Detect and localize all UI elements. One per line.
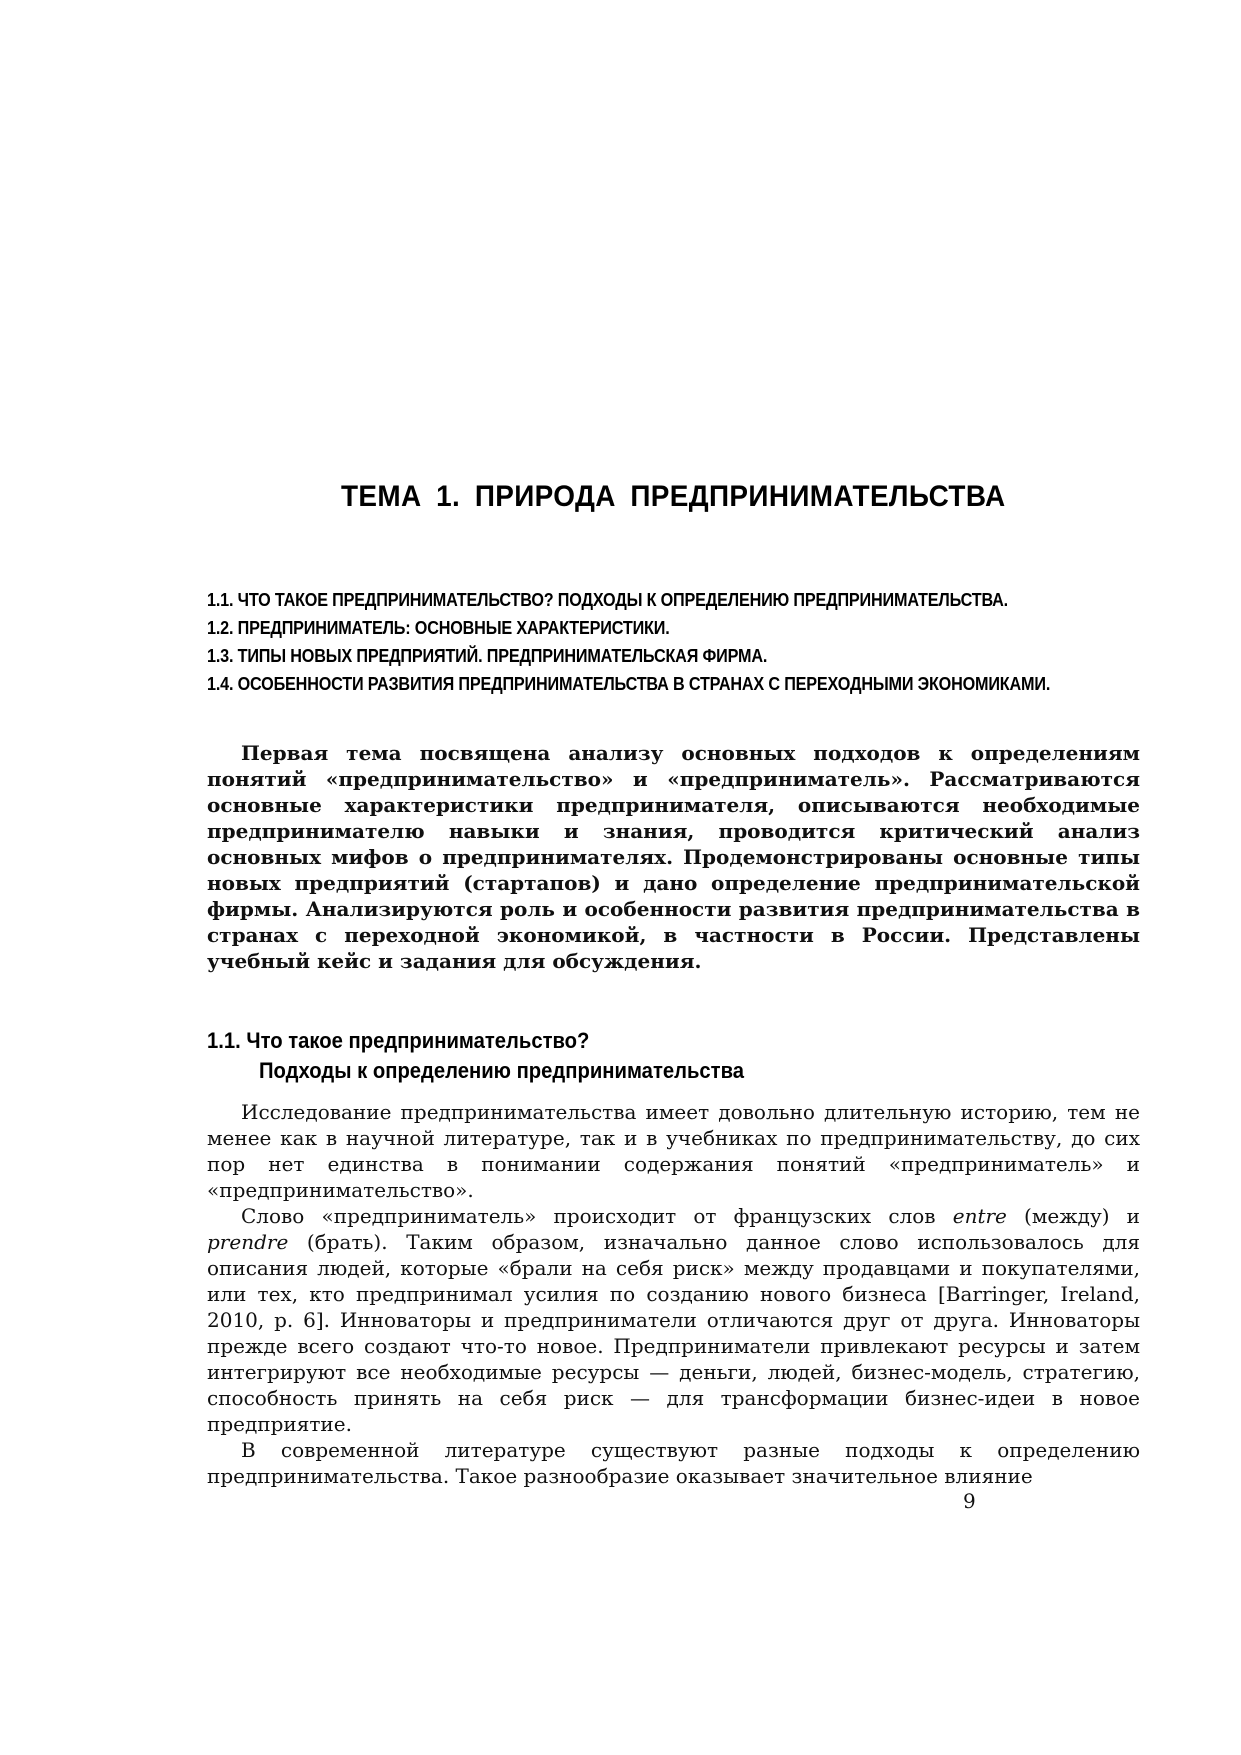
body-paragraph-2-part: (между) и bbox=[1006, 1204, 1141, 1228]
body-paragraph-2-part: (брать). Таким образом, изначально данное слово использовалось для описания людей, которые «брали на себя риск» между продавцами и покупателями, или тех, кто предпринимал усилия по созданию нового бизнеса [Barringer, Ireland, 2010, p. 6]. Инноваторы и предприниматели отличаются друг от друга. Инноваторы прежде всего создают что-то новое. Предприниматели привлекают ресурсы и затем интегрируют все необходимые ресурсы — деньги, людей, бизнес-модель, стратегию, способность принять на себя риск — для трансформации бизнес-идеи в новое предприятие. bbox=[207, 1230, 1140, 1436]
outline-item-1-4-label: 1.4. ОСОБЕННОСТИ РАЗВИТИЯ ПРЕДПРИНИМАТЕЛЬСТВА В СТРАНАХ С ПЕРЕХОДНЫМИ ЭКОНОМИКАМИ. bbox=[207, 674, 1051, 694]
section-heading-line-2 bbox=[207, 1056, 1140, 1086]
outline-item-1-4 bbox=[207, 670, 1140, 698]
body-paragraph-3: В современной литературе существуют разные подходы к определению предпринимательства. Такое разнообразие оказывает значительное влияние bbox=[207, 1438, 1140, 1488]
body-paragraph-2-italic-entre: entre bbox=[952, 1204, 1007, 1228]
section-heading-line-1 bbox=[207, 1026, 1140, 1056]
outline-item-1-2-label: 1.2. ПРЕДПРИНИМАТЕЛЬ: ОСНОВНЫЕ ХАРАКТЕРИСТИКИ. bbox=[207, 618, 670, 638]
chapter-title bbox=[207, 0, 1140, 512]
outline-item-1-3-label: 1.3. ТИПЫ НОВЫХ ПРЕДПРИЯТИЙ. ПРЕДПРИНИМАТЕЛЬСКАЯ ФИРМА. bbox=[207, 646, 768, 666]
body-paragraph-2-part: Слово «предприниматель» происходит от французских слов bbox=[241, 1204, 953, 1228]
body-paragraph-2-italic-prendre: prendre bbox=[207, 1230, 289, 1254]
page-number: 9 bbox=[963, 1489, 976, 1513]
body-paragraph-1: Исследование предпринимательства имеет довольно длительную историю, тем не менее как в научной литературе, так и в учебниках по предпринимательству, до сих пор нет единства в понимании содержания понятий «предприниматель» и «предпринимательство». bbox=[207, 1100, 1140, 1202]
outline-item-1-3 bbox=[207, 642, 1140, 670]
section-heading bbox=[207, 1026, 1140, 1086]
section-heading-line-1-text: 1.1. Что такое предпринимательство? bbox=[207, 1028, 590, 1053]
chapter-outline bbox=[207, 586, 1140, 698]
outline-item-1-1-label: 1.1. ЧТО ТАКОЕ ПРЕДПРИНИМАТЕЛЬСТВО? ПОДХОДЫ К ОПРЕДЕЛЕНИЮ ПРЕДПРИНИМАТЕЛЬСТВА. bbox=[207, 590, 1009, 610]
chapter-abstract-paragraph: Первая тема посвящена анализу основных подходов к определениям понятий «предпринимательство» и «предприниматель». Рассматриваются основные характеристики предпринимателя, описываются необходимые предпринимателю навыки и знания, проводится критический анализ основных мифов о предпринимателях. Продемонстрированы основные типы новых предприятий (стартапов) и дано определение предпринимательской фирмы. Анализируются роль и особенности развития предпринимательства в странах с переходной экономикой, в частности в России. Представлены учебный кейс и задания для обсуждения. bbox=[207, 741, 1140, 973]
section-heading-line-2-text: Подходы к определению предпринимательства bbox=[259, 1058, 745, 1083]
body-paragraph-2 bbox=[207, 1203, 1140, 1437]
chapter-title-text: ТЕМА 1. ПРИРОДА ПРЕДПРИНИМАТЕЛЬСТВА bbox=[341, 480, 1006, 513]
outline-item-1-1 bbox=[207, 586, 1140, 614]
outline-item-1-2 bbox=[207, 614, 1140, 642]
